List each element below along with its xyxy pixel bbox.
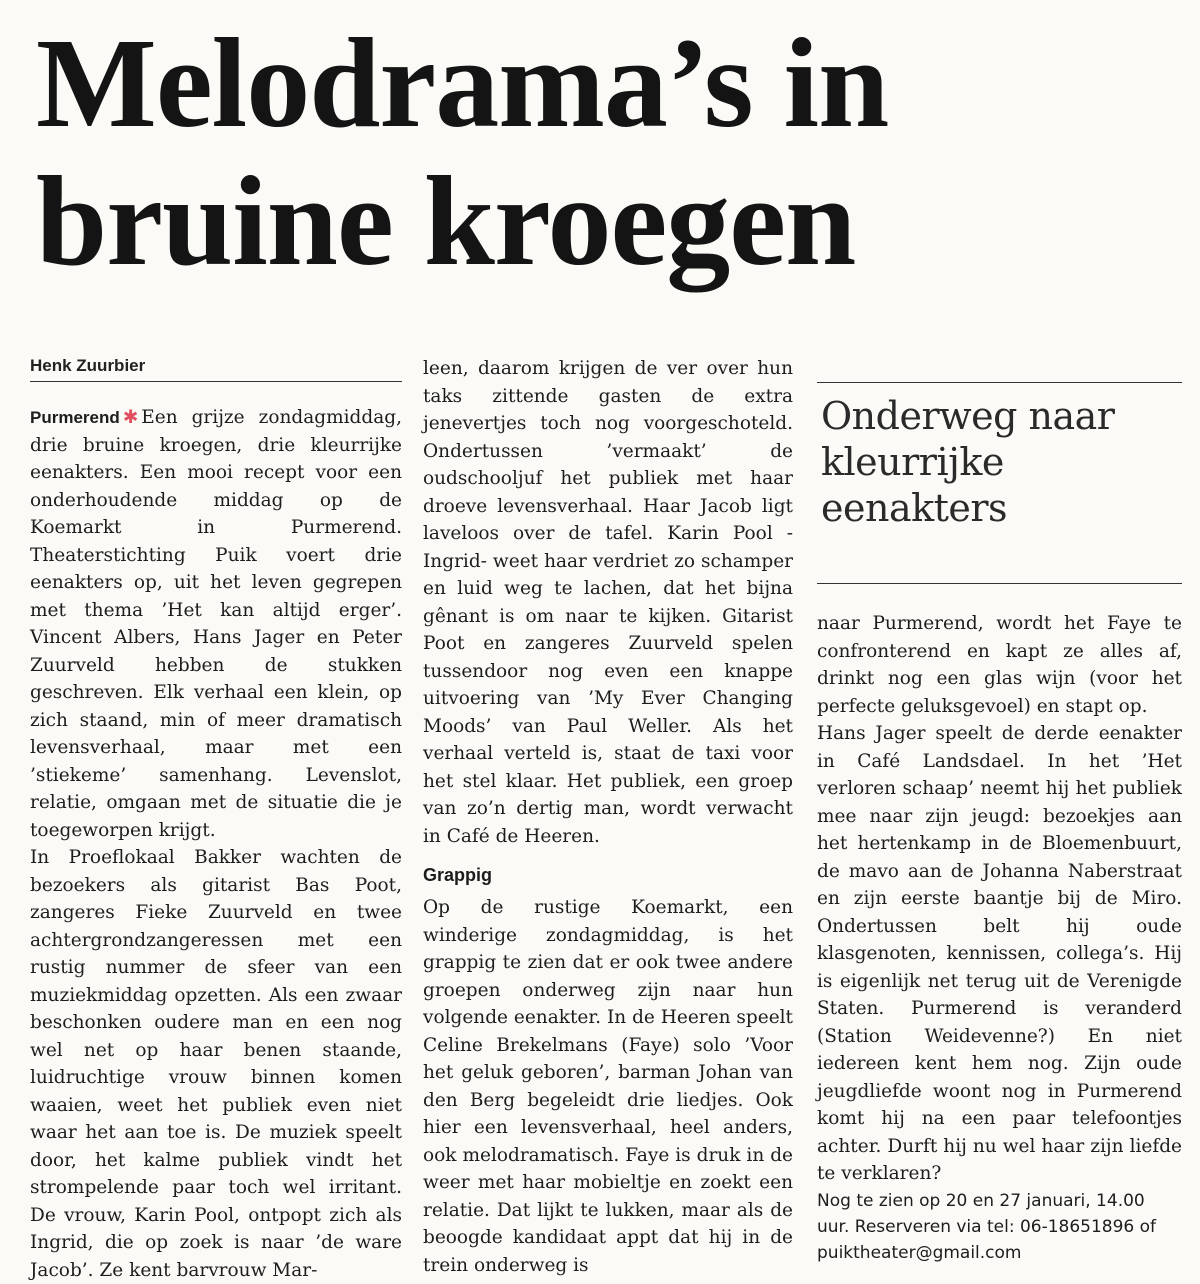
asterisk-icon: ✱ [122, 407, 139, 428]
column-2 [423, 355, 793, 1279]
paragraph-2a: In Proeflokaal Bakker wachten de bezoekers als gitarist Bas Poot, zangeres Fieke Zuurveld en twee achtergrondzangeressen met een rustig nummer de sfeer van een muziekmiddag opzetten. Als een zwaar beschonken oudere man en een nog wel net op haar benen staande, luidruchtige vrouw binnen komen waaien, weet het publiek even niet waar het aan toe is. De muziek speelt door, het kalme publiek vindt het strompelende paar toch wel irritant. De vrouw, Karin Pool, ontpopt zich als Ingrid, die op zoek is naar ’de ware Jacob’. Ze kent barvrouw Mar- [30, 847, 402, 1281]
column-3 [817, 610, 1182, 1266]
info-box: Nog te zien op 20 en 27 januari, 14.00 uur. Reserveren via tel: 06-18651896 of puiktheater@gmail.com [817, 1190, 1157, 1263]
intro-paragraph [30, 404, 402, 844]
pull-quote [817, 382, 1182, 584]
pull-quote-text: Onderweg naar kleurrijke eenakters [821, 394, 1115, 530]
paragraph-2b: leen, daarom krijgen de ver over hun taks zittende gasten de extra jenevertjes toch nog voorgeschoteld. Ondertussen ’vermaakt’ de oudschooljuf het publiek met haar droeve levensverhaal. Haar Jacob ligt laveloos over de tafel. Karin Pool -Ingrid- weet haar verdriet zo schamper en luid weg te lachen, dat het bijna gênant is om naar te kijken. Gitarist Poot en zangeres Zuurveld spelen tussendoor nog even een knappe uitvoering van ’My Ever Changing Moods’ van Paul Weller. Als het verhaal verteld is, staat de taxi voor het stel klaar. Het publiek, een groep van zo’n dertig man, wordt verwacht in Café de Heeren. [423, 358, 793, 847]
paragraph-3a: Op de rustige Koemarkt, een winderige zondagmiddag, is het grappig te zien dat er ook twee andere groepen onderweg zijn naar hun volgende eenakter. In de Heeren speelt Celine Brekelmans (Faye) solo ’Voor het geluk geboren’, barman Johan van den Berg begeleidt drie liedjes. Ook hier een levensverhaal, heel anders, ook melodramatisch. Faye is druk in de weer met haar mobieltje en zoekt een relatie. Dat lijkt te lukken, maar als de beoogde kandidaat appt dat hij in de trein onderweg is [423, 897, 793, 1276]
dateline: Purmerend [30, 408, 120, 427]
column-1 [30, 355, 402, 1284]
paragraph-4: Hans Jager speelt de derde eenakter in Café Landsdael. In het ’Het verloren schaap’ neemt hij het publiek mee naar zijn jeugd: bezoekjes aan het hertenkamp in de Bloemenbuurt, de mavo aan de Johanna Naberstraat en zijn eerste baantje bij de Miro. Ondertussen belt hij oude klasgenoten, kennissen, collega’s. Hij is eigenlijk net terug uit de Verenigde Staten. Purmerend is veranderd (Station Weidevenne?) En niet iedereen kent hem nog. Zijn oude jeugdliefde woont nog in Purmerend komt hij na een paar telefoontjes achter. Durft hij nu wel haar zijn liefde te verklaren? [817, 723, 1182, 1184]
paragraph-3b: naar Purmerend, wordt het Faye te confronterend en kapt ze alles af, drinkt nog een glas wijn (voor het perfecte geluksgevoel) en stapt op. [817, 613, 1182, 717]
byline: Henk Zuurbier [30, 355, 402, 382]
subhead-grappig: Grappig [423, 865, 493, 885]
intro-text: Een grijze zondagmiddag, drie bruine kroegen, drie kleurrijke eenakters. Een mooi recept voor een onderhoudende middag op de Koemarkt in Purmerend. Theaterstichting Puik voert drie eenakters op, uit het leven gegrepen met thema ’Het kan altijd erger’. Vincent Albers, Hans Jager en Peter Zuurveld hebben de stukken geschreven. Elk verhaal een klein, op zich staand, min of meer dramatisch levensverhaal, maar met een ’stiekeme’ samenhang. Levenslot, relatie, omgaan met de situatie die je toegeworpen krijgt. [30, 407, 402, 841]
headline: Melodrama’s in bruine kroegen [36, 12, 889, 292]
